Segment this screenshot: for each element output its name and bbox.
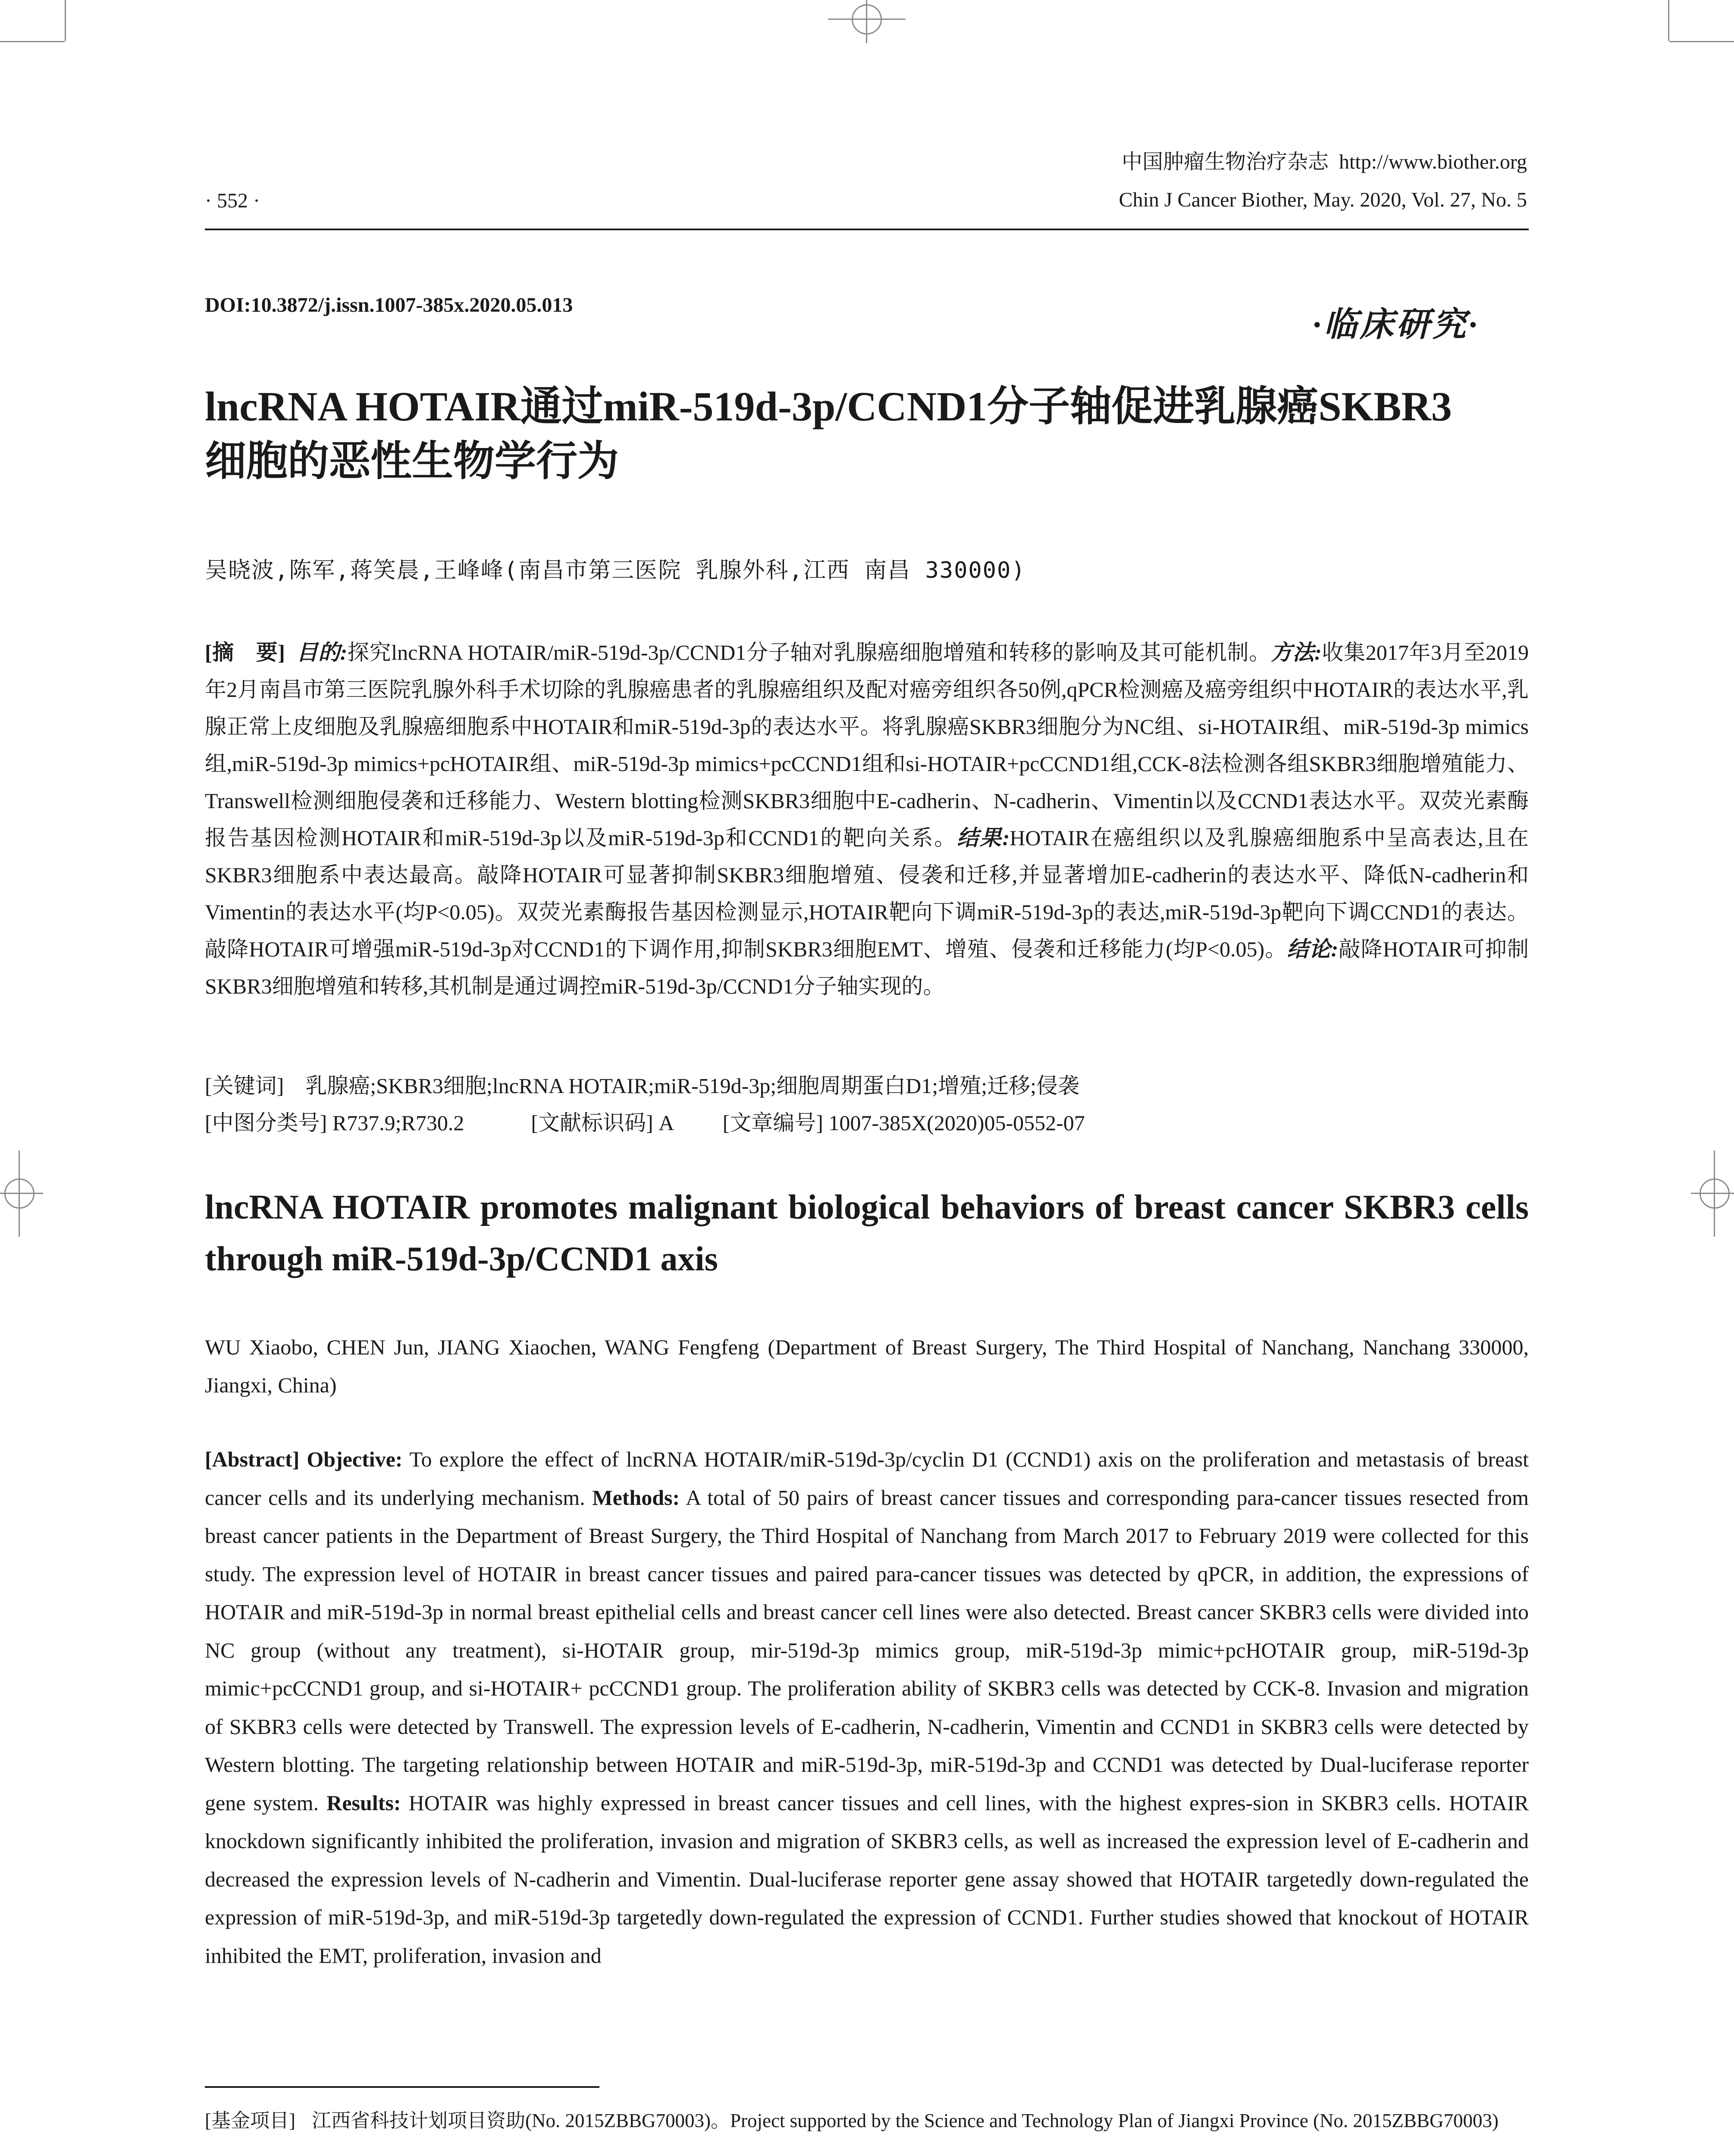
cn-methods-label: 方法: bbox=[1270, 640, 1322, 664]
en-objective: To explore the effect of lncRNA HOTAIR/miR-519d-3p/cyclin D1 (CCND1) axis on the proliferation and metastasis of breast cancer cells and its underlying mechanism. bbox=[205, 1447, 1529, 1510]
keywords-label: [关键词] bbox=[205, 1074, 284, 1098]
cn-abstract-label: [摘 要] bbox=[205, 640, 285, 664]
cn-conclusion-label: 结论: bbox=[1287, 937, 1339, 961]
journal-header-en: Chin J Cancer Biother, May. 2020, Vol. 27, No. 5 bbox=[1119, 188, 1527, 211]
page-number: · 552 · bbox=[205, 189, 260, 212]
classification bbox=[205, 1106, 1085, 1137]
cn-abstract bbox=[205, 634, 1529, 1005]
article-no-value: 1007-385X(2020)05-0552-07 bbox=[828, 1111, 1085, 1135]
cn-results-label: 结果: bbox=[957, 826, 1010, 850]
cn-title: lncRNA HOTAIR通过miR-519d-3p/CCND1分子轴促进乳腺癌SKBR3 细胞的恶性生物学行为 bbox=[205, 383, 1452, 484]
cn-authors: 吴晓波,陈军,蒋笑晨,王峰峰(南昌市第三医院 乳腺外科,江西 南昌 330000) bbox=[205, 558, 1026, 583]
en-results-label: Results: bbox=[326, 1790, 401, 1815]
en-methods: A total of 50 pairs of breast cancer tissues and corresponding para-cancer tissues resected from breast cancer patients in the Department of Breast Surgery, the Third Hospital of Nanchang from March 2017 to February 2019 were collected for this study. The expression level of HOTAIR in breast cancer tissues and paired para-cancer tissues was detected by qPCR, in addition, the expressions of HOTAIR and miR-519d-3p in normal breast epithelial cells and breast cancer cell lines were also detected. Breast cancer SKBR3 cells were divided into NC group (without any treatment), si-HOTAIR group, mir-519d-3p mimics group, miR-519d-3p mimic+pcHOTAIR group, miR-519d-3p mimic+pcCCND1 group, and si-HOTAIR+ pcCCND1 group. The proliferation ability of SKBR3 cells was detected by CCK-8. Invasion and migration of SKBR3 cells were detected by Transwell. The expression levels of E-cadherin, N-cadherin, Vimentin and CCND1 in SKBR3 cells were detected by Western blotting. The targeting relationship between HOTAIR and miR-519d-3p, miR-519d-3p and CCND1 was detected by Dual-luciferase reporter gene system. bbox=[205, 1485, 1529, 1815]
doc-code-value: A bbox=[658, 1111, 673, 1135]
cn-methods: 收集2017年3月至2019年2月南昌市第三医院乳腺外科手术切除的乳腺癌患者的乳腺癌组织及配对癌旁组织各50例,qPCR检测癌及癌旁组织中HOTAIR的表达水平,乳腺正常上皮细胞及乳腺癌细胞系中HOTAIR和miR-519d-3p的表达水平。将乳腺癌SKBR3细胞分为NC组、si-HOTAIR组、miR-519d-3p mimics组,miR-519d-3p mimics+pcHOTAIR组、miR-519d-3p mimics+pcCCND1组和si-HOTAIR+pcCCND1组,CCK-8法检测各组SKBR3细胞增殖能力、Transwell检测细胞侵袭和迁移能力、Western blotting检测SKBR3细胞中E-cadherin、N-cadherin、Vimentin以及CCND1表达水平。双荧光素酶报告基因检测HOTAIR和miR-519d-3p以及miR-519d-3p和CCND1的靶向关系。 bbox=[205, 640, 1529, 850]
en-results: HOTAIR was highly expressed in breast cancer tissues and cell lines, with the highest expres-sion in SKBR3 cells. HOTAIR knockdown significantly inhibited the proliferation, invasion and migration of SKBR3 cells, as well as increased the expression level of E-cadherin and decreased the expression levels of N-cadherin and Vimentin. Dual-luciferase reporter gene assay showed that HOTAIR targetedly down-regulated the expression of miR-519d-3p, and miR-519d-3p targetedly down-regulated the expression of CCND1. Further studies showed that knockout of HOTAIR inhibited the EMT, proliferation, invasion and bbox=[205, 1790, 1529, 1968]
journal-name-cn: 中国肿瘤生物治疗杂志 bbox=[1122, 150, 1329, 173]
en-abstract-label: [Abstract] bbox=[205, 1447, 300, 1471]
cn-results: HOTAIR在癌组织以及乳腺癌细胞系中呈高表达,且在SKBR3细胞系中表达最高。敲降HOTAIR可显著抑制SKBR3细胞增殖、侵袭和迁移,并显著增加E-cadherin的表达水平、降低N-cadherin和Vimentin的表达水平(均P<0.05)。双荧光素酶报告基因检测显示,HOTAIR靶向下调miR-519d-3p的表达,miR-519d-3p靶向下调CCND1的表达。敲降HOTAIR可增强miR-519d-3p对CCND1的下调作用,抑制SKBR3细胞EMT、增殖、侵袭和迁移能力(均P<0.05)。 bbox=[205, 826, 1529, 961]
doi: DOI:10.3872/j.issn.1007-385x.2020.05.013 bbox=[205, 294, 573, 317]
en-authors: WU Xiaobo, CHEN Jun, JIANG Xiaochen, WANG Fengfeng (Department of Breast Surgery, The Third Hospital of Nanchang, Nanchang 330000, Jiangxi, China) bbox=[205, 1335, 1529, 1397]
fund-label: [基金项目] bbox=[205, 2110, 295, 2131]
cn-conclusion: 敲降HOTAIR可抑制SKBR3细胞增殖和转移,其机制是通过调控miR-519d-3p/CCND1分子轴实现的。 bbox=[205, 937, 1529, 998]
journal-header-cn bbox=[1122, 152, 1527, 172]
cn-objective-label: 目的: bbox=[296, 640, 348, 664]
section-tag: ·临床研究· bbox=[1312, 306, 1480, 343]
en-methods-label: Methods: bbox=[592, 1485, 680, 1510]
journal-url[interactable]: http://www.biother.org bbox=[1339, 150, 1527, 173]
en-abstract bbox=[205, 1440, 1529, 1974]
header-rule bbox=[205, 229, 1529, 230]
keywords-text: 乳腺癌;SKBR3细胞;lncRNA HOTAIR;miR-519d-3p;细胞周期蛋白D1;增殖;迁移;侵袭 bbox=[305, 1074, 1079, 1098]
cn-objective: 探究lncRNA HOTAIR/miR-519d-3p/CCND1分子轴对乳腺癌细胞增殖和转移的影响及其可能机制。 bbox=[347, 640, 1271, 664]
en-objective-label: Objective: bbox=[307, 1447, 403, 1471]
doc-code-label: [文献标识码] bbox=[531, 1111, 653, 1135]
keywords bbox=[205, 1069, 1079, 1100]
footnote-fund bbox=[205, 2103, 1529, 2138]
clc-label: [中图分类号] bbox=[205, 1111, 327, 1135]
fund-text: 江西省科技计划项目资助(No. 2015ZBBG70003)。Project supported by the Science and Technology Plan of Jiangxi Province (No. 2015ZBBG70003) bbox=[311, 2110, 1499, 2131]
footnote-rule bbox=[205, 2086, 599, 2088]
article-no-label: [文章编号] bbox=[722, 1111, 823, 1135]
clc-value: R737.9;R730.2 bbox=[332, 1111, 464, 1135]
en-title: lncRNA HOTAIR promotes malignant biological behaviors of breast cancer SKBR3 cells through miR-519d-3p/CCND1 axis bbox=[205, 1188, 1529, 1278]
